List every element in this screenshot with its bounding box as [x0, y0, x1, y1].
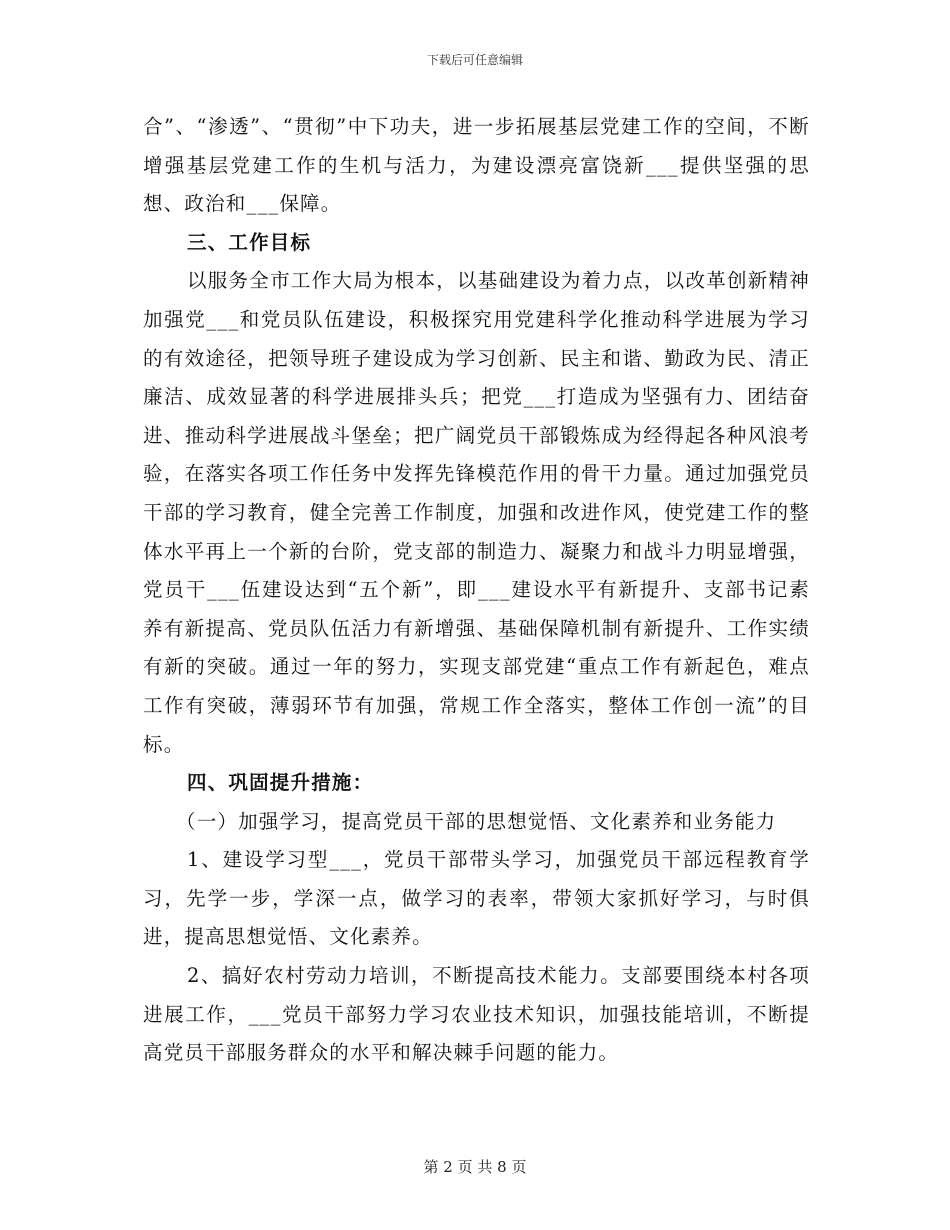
paragraph-item-1: 1、建设学习型___，党员干部带头学习，加强党员干部远程教育学习，先学一步，学深一点，做学习的表率，带领大家抓好学习，与时俱进，提高思想觉悟、文化素养。 — [143, 848, 810, 949]
subheading-learning: （一）加强学习，提高党员干部的思想觉悟、文化素养和业务能力 — [176, 809, 777, 833]
paragraph-item-2: 2、搞好农村劳动力培训，不断提高技术能力。支部要围绕本村各项进展工作，___党员干部努力学习农业技术知识，加强技能培训，不断提高党员干部服务群众的水平和解决棘手问题的能力。 — [143, 964, 810, 1065]
paragraph-goals: 以服务全市工作大局为根本，以基础建设为着力点，以改革创新精神加强党___和党员队伍建设，积极探究用党建科学化推动科学进展为学习的有效途径，把领导班子建设成为学习创新、民主和谐、勤政为民、清正廉洁、成效显著的科学进展排头兵；把党___打造成为坚强有力、团结奋进、推动科学进展战斗堡垒；把广阔党员干部锻炼成为经得起各种风浪考验，在落实各项工作任务中发挥先锋模范作用的骨干力量。通过加强党员干部的学习教育，健全完善工作制度，加强和改进作风，使党建工作的整体水平再上一个新的台阶，党支部的制造力、凝聚力和战斗力明显增强，党员干___伍建设达到“五个新”，即___建设水平有新提升、支部书记素养有新提高、党员队伍活力有新增强、基础保障机制有新提升、工作实绩有新的突破。通过一年的努力，实现支部党建“重点工作有新起色，难点工作有突破，薄弱环节有加强，常规工作全落实，整体工作创一流”的目标。 — [143, 269, 810, 756]
page-footer: 第 2 页 共 8 页 — [423, 1158, 527, 1176]
paragraph-continuation: 合”、“渗透”、“贯彻”中下功夫，进一步拓展基层党建工作的空间，不断增强基层党建工作的生机与活力，为建设漂亮富饶新___提供坚强的思想、政治和___保障。 — [143, 115, 810, 216]
document-body — [143, 108, 810, 1073]
page-header: 下载后可任意编辑 — [426, 53, 523, 67]
section-heading-goals: 三、工作目标 — [187, 230, 312, 254]
section-heading-measures: 四、巩固提升措施： — [187, 771, 374, 795]
